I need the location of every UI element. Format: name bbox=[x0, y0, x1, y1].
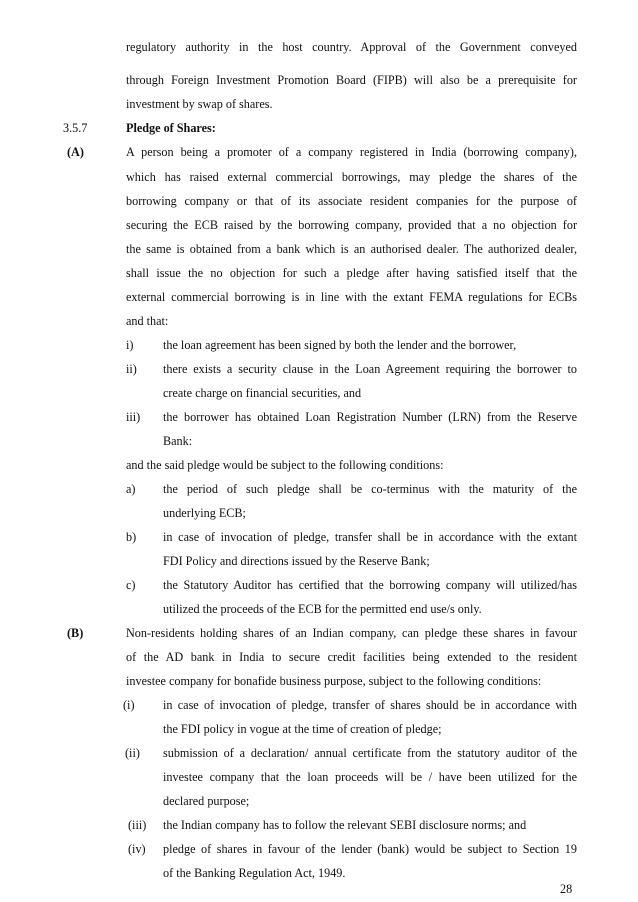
list-marker: (i) bbox=[123, 698, 135, 712]
list-item-text: pledge of shares in favour of the lender (bank) would be subject to Section 19 bbox=[163, 842, 577, 856]
part-a-line-2: which has raised external commercial borrowings, may pledge the shares of the bbox=[126, 170, 577, 184]
intro-line-1: regulatory authority in the host country. Approval of the Government conveyed bbox=[126, 40, 577, 54]
list-item-text: submission of a declaration/ annual certificate from the statutory auditor of the bbox=[163, 746, 577, 760]
list-marker: iii) bbox=[126, 410, 141, 424]
section-title: Pledge of Shares: bbox=[126, 121, 216, 135]
list-item-text: in case of invocation of pledge, transfer shall be in accordance with the extant bbox=[163, 530, 577, 544]
part-a-line-8: and that: bbox=[126, 314, 169, 328]
part-a-line-7: external commercial borrowing is in line with the extant FEMA regulations for ECBs bbox=[126, 290, 577, 304]
list-marker: c) bbox=[126, 578, 136, 592]
list-item-text: the loan agreement has been signed by both the lender and the borrower, bbox=[163, 338, 517, 352]
part-b-line-2: of the AD bank in India to secure credit facilities being extended to the resident bbox=[126, 650, 577, 664]
list-item-text: of the Banking Regulation Act, 1949. bbox=[163, 866, 346, 880]
list-item-text: there exists a security clause in the Loan Agreement requiring the borrower to bbox=[163, 362, 577, 376]
part-b-line-1: Non-residents holding shares of an Indian company, can pledge these shares in favour bbox=[126, 626, 577, 640]
part-b-line-3: investee company for bonafide business purpose, subject to the following conditions: bbox=[126, 674, 542, 688]
list-marker: ii) bbox=[126, 362, 137, 376]
list-marker: a) bbox=[126, 482, 136, 496]
list-item-text: underlying ECB; bbox=[163, 506, 246, 520]
section-number: 3.5.7 bbox=[63, 121, 88, 135]
part-a-line-1: A person being a promoter of a company registered in India (borrowing company), bbox=[126, 145, 577, 159]
list-item-text: create charge on financial securities, and bbox=[163, 386, 362, 400]
part-a-line-3: borrowing company or that of its associate resident companies for the purpose of bbox=[126, 194, 577, 208]
intro-line-2: through Foreign Investment Promotion Board (FIPB) will also be a prerequisite for bbox=[126, 73, 577, 87]
page-number: 28 bbox=[560, 882, 573, 896]
part-b-label: (B) bbox=[67, 626, 84, 640]
list-item-text: Bank: bbox=[163, 434, 193, 448]
list-item-text: the FDI policy in vogue at the time of creation of pledge; bbox=[163, 722, 442, 736]
list-marker: b) bbox=[126, 530, 137, 544]
part-a-line-4: securing the ECB raised by the borrowing company, provided that a no objection for bbox=[126, 218, 577, 232]
list-marker: (ii) bbox=[125, 746, 140, 760]
list-marker: i) bbox=[126, 338, 134, 352]
list-item-text: in case of invocation of pledge, transfer of shares should be in accordance with bbox=[163, 698, 577, 712]
part-a-label: (A) bbox=[67, 145, 84, 159]
list-item-text: the Statutory Auditor has certified that the borrowing company will utilized/has bbox=[163, 578, 577, 592]
intro-line-3: investment by swap of shares. bbox=[126, 97, 273, 111]
list-item-text: declared purpose; bbox=[163, 794, 250, 808]
part-a-line-6: shall issue the no objection for such a pledge after having satisfied itself that the bbox=[126, 266, 577, 280]
part-a-line-5: the same is obtained from a bank which is an authorised dealer. The authorized dealer, bbox=[126, 242, 577, 256]
list-marker: (iii) bbox=[128, 818, 147, 832]
list-marker: (iv) bbox=[128, 842, 146, 856]
list-item-text: the period of such pledge shall be co-terminus with the maturity of the bbox=[163, 482, 577, 496]
list-item-text: FDI Policy and directions issued by the Reserve Bank; bbox=[163, 554, 430, 568]
list-item-text: utilized the proceeds of the ECB for the permitted end use/s only. bbox=[163, 602, 482, 616]
list-item-text: investee company that the loan proceeds will be / have been utilized for the bbox=[163, 770, 577, 784]
conditions-intro: and the said pledge would be subject to the following conditions: bbox=[126, 458, 444, 472]
list-item-text: the borrower has obtained Loan Registration Number (LRN) from the Reserve bbox=[163, 410, 577, 424]
list-item-text: the Indian company has to follow the relevant SEBI disclosure norms; and bbox=[163, 818, 527, 832]
